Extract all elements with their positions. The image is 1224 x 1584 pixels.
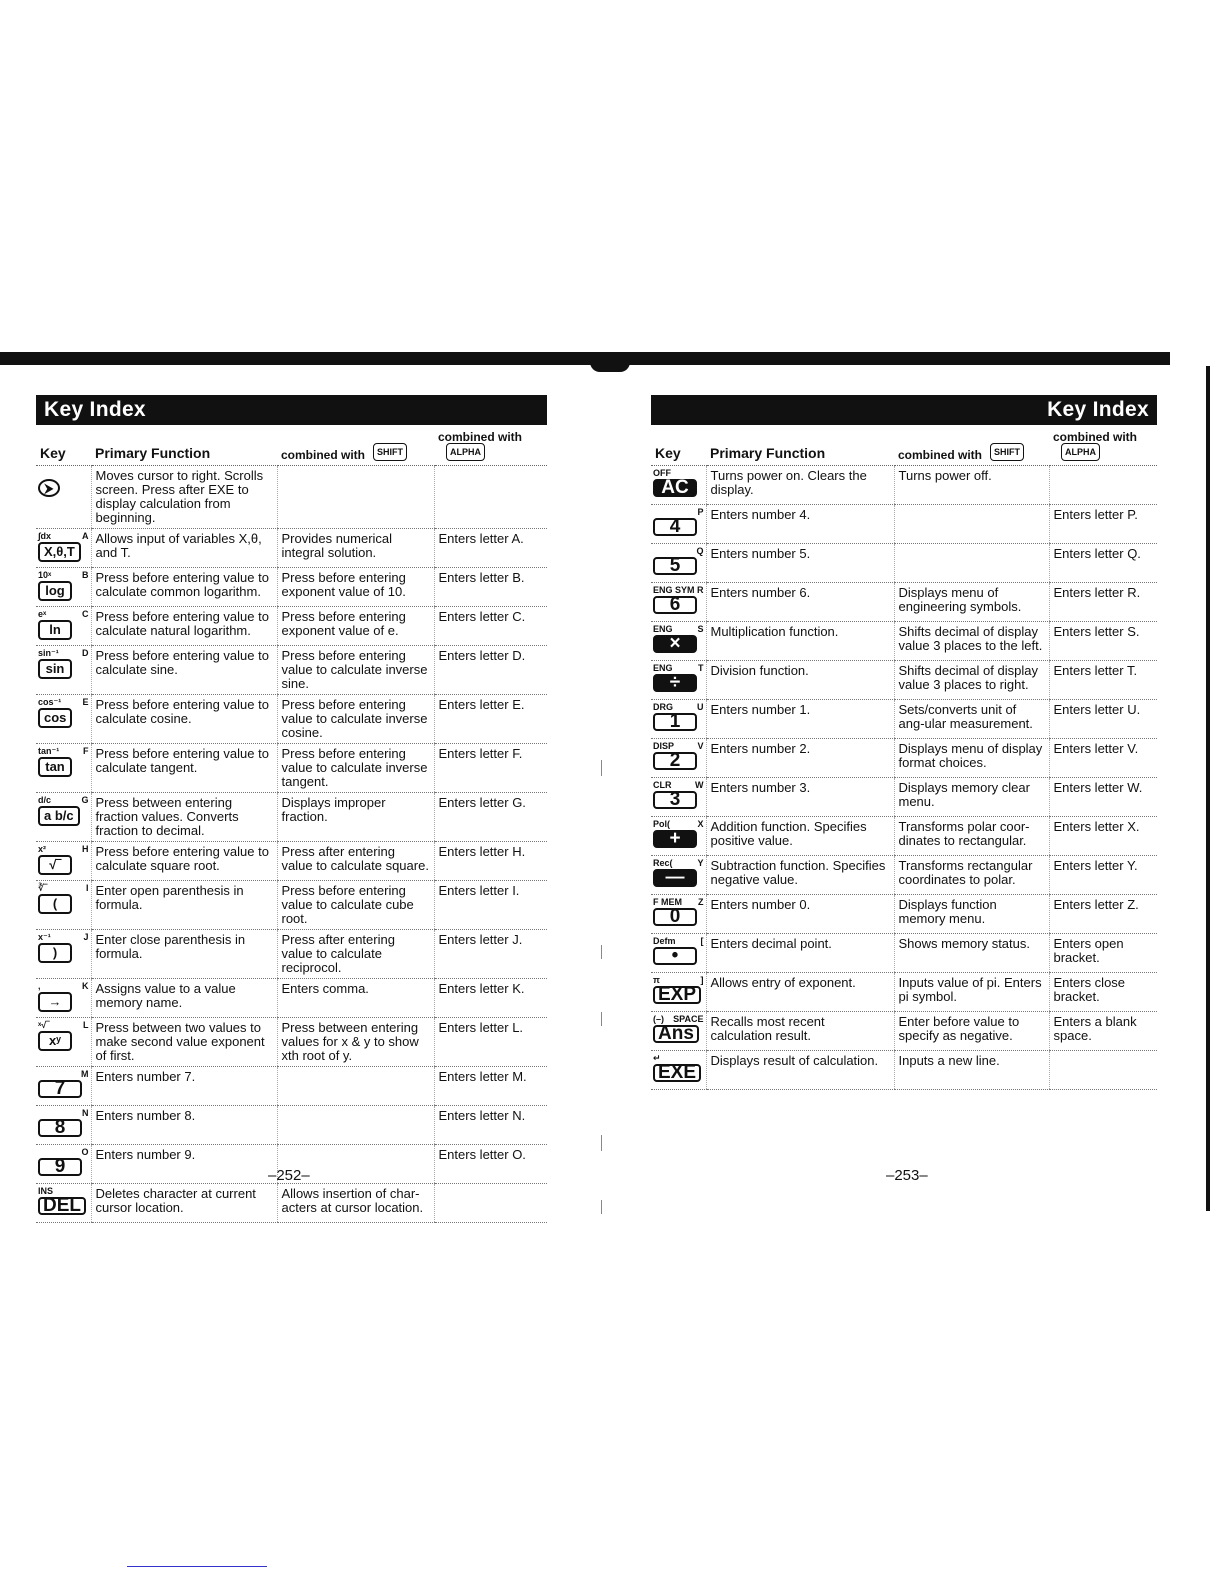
primary-function: Enters number 3. xyxy=(706,778,894,817)
alpha-letter: K xyxy=(82,981,89,991)
shift-label: ENG xyxy=(653,624,673,634)
shift-function: Enters comma. xyxy=(277,979,434,1018)
alpha-function: Enters letter Q. xyxy=(1049,544,1157,583)
shift-label: x² xyxy=(38,844,47,854)
table-row xyxy=(651,505,1157,544)
key-cell xyxy=(651,661,706,700)
alpha-key-icon: ALPHA xyxy=(446,443,485,461)
key-cell xyxy=(36,695,91,744)
primary-function: Enters number 8. xyxy=(91,1106,277,1145)
shift-label: INS xyxy=(38,1186,54,1196)
key-cell xyxy=(651,622,706,661)
alpha-letter: F xyxy=(83,746,89,756)
shift-label: DRG xyxy=(653,702,673,712)
center-crease xyxy=(601,945,602,959)
alpha-letter: S xyxy=(697,624,704,634)
alpha-letter: SPACE xyxy=(673,1014,704,1024)
alpha-function: Enters letter G. xyxy=(434,793,547,842)
col-header-key: Key xyxy=(651,425,706,466)
alpha-function: Enters letter O. xyxy=(434,1145,547,1184)
key-cell xyxy=(651,1012,706,1051)
table-row xyxy=(651,700,1157,739)
alpha-letter: Y xyxy=(697,858,704,868)
key-cell xyxy=(36,466,91,529)
alpha-letter: A xyxy=(82,531,89,541)
table-row xyxy=(651,544,1157,583)
alpha-letter: H xyxy=(82,844,89,854)
shift-function xyxy=(894,505,1049,544)
alpha-function xyxy=(1049,1051,1157,1090)
key-cap-icon: 0 xyxy=(653,908,697,926)
shift-function: Allows insertion of char-acters at cursor location. xyxy=(277,1184,434,1223)
alpha-letter: C xyxy=(82,609,89,619)
shift-key-icon: SHIFT xyxy=(373,443,407,461)
shift-function xyxy=(894,544,1049,583)
table-row xyxy=(651,817,1157,856)
key-cell xyxy=(36,1018,91,1067)
key-cap-icon: 6 xyxy=(653,596,697,614)
table-row xyxy=(651,1012,1157,1051)
col-header-shift: combined with SHIFT xyxy=(894,425,1049,466)
key-cap-icon: xʸ xyxy=(38,1031,72,1051)
shift-label: Defm xyxy=(653,936,676,946)
shift-function xyxy=(277,1067,434,1106)
table-row xyxy=(651,895,1157,934)
key-cell xyxy=(36,1145,91,1184)
alpha-letter: W xyxy=(695,780,704,790)
shift-label: sin⁻¹ xyxy=(38,648,59,658)
key-cell xyxy=(36,568,91,607)
alpha-function xyxy=(1049,466,1157,505)
key-cap-icon: → xyxy=(38,992,72,1012)
alpha-letter: P xyxy=(697,507,704,517)
key-cap-icon: a b/c xyxy=(38,806,80,826)
top-binding-bar xyxy=(0,352,1170,365)
key-cap-icon: ÷ xyxy=(653,674,697,692)
alpha-function: Enters a blank space. xyxy=(1049,1012,1157,1051)
page-number: –252– xyxy=(268,1167,310,1184)
key-cap-icon: EXP xyxy=(653,986,701,1004)
key-cell xyxy=(36,842,91,881)
alpha-function: Enters letter A. xyxy=(434,529,547,568)
primary-function: Allows input of variables X,θ, and T. xyxy=(91,529,277,568)
key-cell xyxy=(651,505,706,544)
shift-label: x⁻¹ xyxy=(38,932,51,942)
shift-label: (–) xyxy=(653,1014,664,1024)
table-row xyxy=(651,622,1157,661)
alpha-function: Enters letter S. xyxy=(1049,622,1157,661)
primary-function: Enter close parenthesis in formula. xyxy=(91,930,277,979)
primary-function: Enters number 4. xyxy=(706,505,894,544)
alpha-function: Enters letter F. xyxy=(434,744,547,793)
key-index-table xyxy=(651,425,1157,1090)
key-cap-icon: ( xyxy=(38,894,72,914)
key-cell xyxy=(36,607,91,646)
key-cell xyxy=(651,817,706,856)
shift-function: Press before entering exponent value of e. xyxy=(277,607,434,646)
table-row xyxy=(36,979,547,1018)
shift-label: ∫dx xyxy=(38,531,51,541)
key-cell xyxy=(36,793,91,842)
shift-function: Press before entering exponent value of 10. xyxy=(277,568,434,607)
alpha-function: Enters letter Z. xyxy=(1049,895,1157,934)
alpha-letter: X xyxy=(697,819,704,829)
center-crease xyxy=(601,1135,602,1151)
key-cell xyxy=(651,778,706,817)
table-row xyxy=(36,842,547,881)
key-cap-icon: ⮞ xyxy=(38,479,60,497)
key-cell xyxy=(36,646,91,695)
page-title: Key Index xyxy=(651,395,1157,425)
shift-function: Inputs value of pi. Enters pi symbol. xyxy=(894,973,1049,1012)
alpha-letter: R xyxy=(697,585,704,595)
key-cell xyxy=(36,930,91,979)
primary-function: Enters number 2. xyxy=(706,739,894,778)
table-row xyxy=(36,466,547,529)
shift-label: ENG xyxy=(653,663,673,673)
key-cap-icon: √‾ xyxy=(38,855,72,875)
shift-function: Press after entering value to calculate reciprocol. xyxy=(277,930,434,979)
shift-label: ˣ√‾ xyxy=(38,1020,50,1030)
shift-function: Shifts decimal of display value 3 places to the left. xyxy=(894,622,1049,661)
center-crease xyxy=(601,760,602,776)
primary-function: Turns power on. Clears the display. xyxy=(706,466,894,505)
primary-function: Displays result of calculation. xyxy=(706,1051,894,1090)
shift-label: F MEM xyxy=(653,897,682,907)
alpha-function: Enters letter M. xyxy=(434,1067,547,1106)
key-cell xyxy=(36,1184,91,1223)
alpha-function: Enters letter H. xyxy=(434,842,547,881)
table-row xyxy=(36,1018,547,1067)
shift-function xyxy=(277,466,434,529)
shift-function: Press between entering values for x & y to show xth root of y. xyxy=(277,1018,434,1067)
shift-function: Displays menu of engineering symbols. xyxy=(894,583,1049,622)
key-cell xyxy=(651,973,706,1012)
shift-function: Displays improper fraction. xyxy=(277,793,434,842)
alpha-function xyxy=(434,466,547,529)
key-cell xyxy=(651,700,706,739)
alpha-function: Enters letter W. xyxy=(1049,778,1157,817)
left-page xyxy=(36,395,547,1223)
table-row xyxy=(36,607,547,646)
shift-function: Transforms polar coor-dinates to rectangular. xyxy=(894,817,1049,856)
primary-function: Enter open parenthesis in formula. xyxy=(91,881,277,930)
shift-label: OFF xyxy=(653,468,671,478)
alpha-letter: D xyxy=(82,648,89,658)
shift-function: Press before entering value to calculate cube root. xyxy=(277,881,434,930)
alpha-letter: U xyxy=(697,702,704,712)
alpha-function: Enters letter I. xyxy=(434,881,547,930)
key-cap-icon: 5 xyxy=(653,557,697,575)
shift-function: Shows memory status. xyxy=(894,934,1049,973)
key-cell xyxy=(36,881,91,930)
alpha-function: Enters letter C. xyxy=(434,607,547,646)
alpha-function: Enters letter T. xyxy=(1049,661,1157,700)
key-cap-icon: 1 xyxy=(653,713,697,731)
table-row xyxy=(36,695,547,744)
col-header-primary: Primary Function xyxy=(91,425,277,466)
page-title: Key Index xyxy=(36,395,547,425)
shift-label: eˣ xyxy=(38,609,47,619)
primary-function: Subtraction function. Specifies negative value. xyxy=(706,856,894,895)
key-cap-icon: sin xyxy=(38,659,72,679)
shift-label: d/c xyxy=(38,795,52,805)
alpha-letter: L xyxy=(83,1020,89,1030)
key-cap-icon: X,θ,T xyxy=(38,542,81,562)
alpha-letter: E xyxy=(82,697,89,707)
shift-label: ↵ xyxy=(653,1053,661,1063)
primary-function: Press before entering value to calculate natural logarithm. xyxy=(91,607,277,646)
table-row xyxy=(651,661,1157,700)
primary-function: Press before entering value to calculate common logarithm. xyxy=(91,568,277,607)
shift-function xyxy=(277,1106,434,1145)
key-cap-icon: ln xyxy=(38,620,72,640)
table-row xyxy=(651,466,1157,505)
key-cell xyxy=(651,583,706,622)
alpha-function: Enters letter N. xyxy=(434,1106,547,1145)
shift-function: Inputs a new line. xyxy=(894,1051,1049,1090)
center-crease xyxy=(601,1012,602,1026)
shift-label: tan⁻¹ xyxy=(38,746,60,756)
alpha-letter: B xyxy=(82,570,89,580)
alpha-letter: [ xyxy=(700,936,704,946)
key-cell xyxy=(651,1051,706,1090)
shift-label: CLR xyxy=(653,780,672,790)
key-cap-icon: cos xyxy=(38,708,72,728)
primary-function: Enters decimal point. xyxy=(706,934,894,973)
table-row xyxy=(651,583,1157,622)
page-number: –253– xyxy=(886,1167,928,1184)
binding-notch xyxy=(590,362,630,372)
table-row xyxy=(36,646,547,695)
table-row xyxy=(651,778,1157,817)
table-row xyxy=(36,881,547,930)
primary-function: Enters number 1. xyxy=(706,700,894,739)
primary-function: Moves cursor to right. Scrolls screen. Press after EXE to display calculation from beginning. xyxy=(91,466,277,529)
shift-function: Displays menu of display format choices. xyxy=(894,739,1049,778)
shift-function: Provides numerical integral solution. xyxy=(277,529,434,568)
key-cell xyxy=(651,466,706,505)
key-cap-icon: AC xyxy=(653,479,697,497)
shift-function: Sets/converts unit of ang-ular measurement. xyxy=(894,700,1049,739)
shift-function: Shifts decimal of display value 3 places to right. xyxy=(894,661,1049,700)
table-row xyxy=(36,568,547,607)
shift-function: Enter before value to specify as negative. xyxy=(894,1012,1049,1051)
table-row xyxy=(651,1051,1157,1090)
shift-function: Turns power off. xyxy=(894,466,1049,505)
key-index-table xyxy=(36,425,547,1223)
key-cap-icon: • xyxy=(653,947,697,965)
key-cap-icon: 4 xyxy=(653,518,697,536)
key-cell xyxy=(651,856,706,895)
alpha-function: Enters close bracket. xyxy=(1049,973,1157,1012)
primary-function: Enters number 6. xyxy=(706,583,894,622)
table-row xyxy=(36,744,547,793)
primary-function: Multiplication function. xyxy=(706,622,894,661)
primary-function: Addition function. Specifies positive value. xyxy=(706,817,894,856)
shift-label: cos⁻¹ xyxy=(38,697,62,707)
alpha-letter: Z xyxy=(698,897,704,907)
alpha-function: Enters letter R. xyxy=(1049,583,1157,622)
key-cap-icon: DEL xyxy=(38,1197,86,1215)
shift-function: Displays memory clear menu. xyxy=(894,778,1049,817)
primary-function: Allows entry of exponent. xyxy=(706,973,894,1012)
table-row xyxy=(651,739,1157,778)
shift-label: 10ˣ xyxy=(38,570,52,580)
key-cap-icon: tan xyxy=(38,757,72,777)
table-body xyxy=(651,466,1157,1090)
primary-function: Press before entering value to calculate tangent. xyxy=(91,744,277,793)
key-cell xyxy=(36,979,91,1018)
table-row xyxy=(36,529,547,568)
key-cell xyxy=(651,934,706,973)
shift-function: Press after entering value to calculate square. xyxy=(277,842,434,881)
primary-function: Press before entering value to calculate cosine. xyxy=(91,695,277,744)
key-cap-icon: Ans xyxy=(653,1025,699,1043)
shift-function: Transforms rectangular coordinates to polar. xyxy=(894,856,1049,895)
shift-label: DISP xyxy=(653,741,675,751)
shift-function: Press before entering value to calculate inverse tangent. xyxy=(277,744,434,793)
primary-function: Enters number 7. xyxy=(91,1067,277,1106)
shift-label: π xyxy=(653,975,660,985)
key-cap-icon: EXE xyxy=(653,1064,701,1082)
table-row xyxy=(36,793,547,842)
shift-label: Rec( xyxy=(653,858,673,868)
alpha-letter: M xyxy=(81,1069,89,1079)
shift-label: ENG SYM xyxy=(653,585,695,595)
primary-function: Enters number 5. xyxy=(706,544,894,583)
key-cell xyxy=(651,544,706,583)
col-header-alpha: combined withALPHA xyxy=(434,425,547,466)
table-row xyxy=(36,1067,547,1106)
primary-function: Enters number 9. xyxy=(91,1145,277,1184)
center-crease xyxy=(601,1200,602,1214)
col-header-primary: Primary Function xyxy=(706,425,894,466)
shift-label: Pol( xyxy=(653,819,670,829)
alpha-function: Enters letter L. xyxy=(434,1018,547,1067)
shift-key-icon: SHIFT xyxy=(990,443,1024,461)
alpha-letter: Q xyxy=(696,546,704,556)
key-cell xyxy=(651,739,706,778)
table-row xyxy=(651,856,1157,895)
alpha-function: Enters letter D. xyxy=(434,646,547,695)
alpha-function: Enters letter K. xyxy=(434,979,547,1018)
alpha-function: Enters letter J. xyxy=(434,930,547,979)
alpha-letter: N xyxy=(82,1108,89,1118)
shift-function: Press before entering value to calculate inverse sine. xyxy=(277,646,434,695)
key-cell xyxy=(36,529,91,568)
table-row xyxy=(36,1184,547,1223)
alpha-function: Enters letter B. xyxy=(434,568,547,607)
primary-function: Press before entering value to calculate square root. xyxy=(91,842,277,881)
col-header-alpha: combined withALPHA xyxy=(1049,425,1157,466)
key-cap-icon: 8 xyxy=(38,1119,82,1137)
bottom-link-underline xyxy=(127,1566,267,1567)
key-cap-icon: ) xyxy=(38,943,72,963)
primary-function: Recalls most recent calculation result. xyxy=(706,1012,894,1051)
table-row xyxy=(36,1106,547,1145)
shift-function: Press before entering value to calculate inverse cosine. xyxy=(277,695,434,744)
alpha-function: Enters letter X. xyxy=(1049,817,1157,856)
alpha-function: Enters letter U. xyxy=(1049,700,1157,739)
table-row xyxy=(36,930,547,979)
alpha-letter: V xyxy=(697,741,704,751)
key-cap-icon: + xyxy=(653,830,697,848)
alpha-letter: O xyxy=(81,1147,89,1157)
table-row xyxy=(651,973,1157,1012)
primary-function: Assigns value to a value memory name. xyxy=(91,979,277,1018)
alpha-letter: J xyxy=(83,932,89,942)
alpha-key-icon: ALPHA xyxy=(1061,443,1100,461)
table-row xyxy=(651,934,1157,973)
alpha-letter: I xyxy=(85,883,89,893)
key-cap-icon: 7 xyxy=(38,1080,82,1098)
key-cell xyxy=(651,895,706,934)
shift-label: , xyxy=(38,981,41,991)
alpha-function: Enters letter V. xyxy=(1049,739,1157,778)
alpha-letter: T xyxy=(698,663,704,673)
key-cap-icon: 2 xyxy=(653,752,697,770)
key-cell xyxy=(36,1106,91,1145)
key-cap-icon: × xyxy=(653,635,697,653)
primary-function: Deletes character at current cursor location. xyxy=(91,1184,277,1223)
alpha-function: Enters letter P. xyxy=(1049,505,1157,544)
col-header-key: Key xyxy=(36,425,91,466)
right-page xyxy=(651,395,1157,1090)
key-cap-icon: log xyxy=(38,581,72,601)
alpha-letter: G xyxy=(81,795,89,805)
primary-function: Press before entering value to calculate sine. xyxy=(91,646,277,695)
alpha-letter: ] xyxy=(700,975,704,985)
col-header-shift: combined with SHIFT xyxy=(277,425,434,466)
right-page-edge xyxy=(1206,366,1210,1211)
key-cap-icon: 3 xyxy=(653,791,697,809)
key-cap-icon: 9 xyxy=(38,1158,82,1176)
alpha-function: Enters letter E. xyxy=(434,695,547,744)
shift-label: ∛‾ xyxy=(38,883,47,893)
primary-function: Press between two values to make second value exponent of first. xyxy=(91,1018,277,1067)
key-cell xyxy=(36,1067,91,1106)
key-cell xyxy=(36,744,91,793)
alpha-function: Enters open bracket. xyxy=(1049,934,1157,973)
primary-function: Division function. xyxy=(706,661,894,700)
table-body xyxy=(36,466,547,1223)
primary-function: Press between entering fraction values. Converts fraction to decimal. xyxy=(91,793,277,842)
key-cap-icon: — xyxy=(653,869,697,887)
alpha-function: Enters letter Y. xyxy=(1049,856,1157,895)
shift-function: Displays function memory menu. xyxy=(894,895,1049,934)
alpha-function xyxy=(434,1184,547,1223)
primary-function: Enters number 0. xyxy=(706,895,894,934)
